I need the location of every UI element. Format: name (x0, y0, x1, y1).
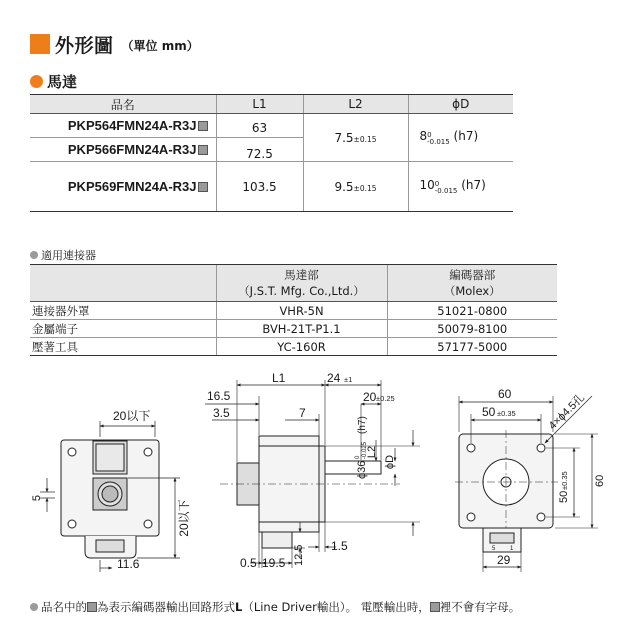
tol-lower: -0.015 (427, 138, 450, 146)
dim-phi36: ϕ36 (356, 460, 368, 479)
motor-connector: YC-160R (216, 338, 387, 356)
tol-upper: 0 (427, 131, 432, 139)
header-phid: ϕD (408, 95, 513, 114)
encoder-connector: 50079-8100 (387, 320, 557, 338)
dim-1-5: 1.5 (331, 539, 348, 553)
dim-l2: L2 (366, 445, 378, 459)
dim-front-50-tol: ±0.35 (497, 409, 516, 418)
dim-20: 20 (363, 390, 377, 404)
encoder-connector: 57177-5000 (387, 338, 557, 356)
phid-value: 8 (419, 129, 428, 143)
part-number: PKP566FMN24A-R3J (67, 142, 197, 157)
l1-cell: 72.5 (216, 138, 303, 162)
dim-12-5: 12.5 (293, 544, 305, 566)
footer-part-1: 品名中的 (41, 600, 87, 614)
dim-front-50: 50 (482, 405, 496, 419)
part-number: PKP564FMN24A-R3J (67, 118, 197, 133)
motor-part-maker: （J.S.T. Mfg. Co.,Ltd.） (238, 284, 365, 298)
l2-value: 9.5 (334, 179, 354, 194)
footer-note (30, 599, 520, 615)
l2-value: 7.5 (334, 130, 354, 145)
phid-fit: (h7) (453, 129, 479, 143)
pin-label-5: 5 (492, 546, 496, 552)
tol-upper: 0 (434, 180, 440, 188)
l2-tolerance: ±0.15 (353, 183, 377, 193)
dim-phi36-tol-lo: -0.025 (362, 441, 368, 459)
dim-left-right: 20以下 (177, 499, 191, 537)
front-view (455, 396, 598, 572)
dim-right-50: 50 (558, 490, 570, 503)
dim-20-tol: ±0.25 (376, 394, 395, 403)
connector-name: 壓著工具 (30, 338, 216, 356)
dim-phi36-fit: (h7) (357, 416, 368, 434)
dim-l1: L1 (272, 371, 286, 385)
dim-left-top: 20以下 (113, 409, 151, 423)
footer-part-3: L (235, 600, 243, 614)
dim-holes: 4×ϕ4.5孔 (546, 391, 587, 433)
dim-left-5: 5 (31, 494, 43, 502)
connector-section-title: 適用連接器 (41, 249, 96, 262)
header-part-name: 品名 (30, 95, 216, 114)
footer-part-4: （Line Driver輸出）。 電壓輸出時， (242, 600, 430, 614)
placeholder-box-icon (87, 602, 97, 612)
pin-label-1: 1 (510, 546, 514, 552)
dim-19-5: 19.5 (262, 556, 286, 570)
dim-7: 7 (299, 406, 306, 420)
tol-lower: -0.015 (434, 187, 458, 195)
connector-name: 連接器外罩 (30, 302, 216, 320)
motor-connector: VHR-5N (216, 302, 387, 320)
dim-24-tol: ±1 (344, 375, 353, 384)
title-text: 外形圖 (55, 34, 114, 57)
back-view (40, 421, 180, 572)
dim-front-60: 60 (498, 387, 512, 401)
encoder-connector: 51021-0800 (387, 302, 557, 320)
dim-phid: ϕD (384, 454, 396, 470)
dim-24: 24 (327, 371, 341, 385)
dim-0-5: 0.5 (240, 556, 257, 570)
l1-cell: 103.5 (216, 162, 303, 212)
motor-part-label: 馬達部 (284, 268, 319, 282)
phid-value: 10 (419, 178, 435, 192)
title-unit: （單位 mm） (121, 39, 199, 53)
dim-right-60: 60 (594, 474, 606, 487)
l2-tolerance: ±0.15 (353, 134, 377, 144)
side-view (205, 380, 420, 568)
header-l1: L1 (216, 95, 303, 114)
encoder-part-label: 編碼器部 (449, 268, 496, 282)
dim-front-29: 29 (497, 553, 511, 567)
connector-name: 金屬端子 (30, 320, 216, 338)
dim-phi36-tol-up: 0 (355, 455, 361, 459)
motor-connector: BVH-21T-P1.1 (216, 320, 387, 338)
motor-section-title: 馬達 (47, 73, 78, 91)
dim-right-50-tol: ±0.35 (560, 471, 569, 490)
encoder-part-maker: （Molex） (443, 284, 501, 298)
header-l2: L2 (303, 95, 408, 114)
placeholder-box-icon (430, 602, 440, 612)
footer-part-5: 裡不會有字母。 (439, 600, 521, 614)
phid-fit: (h7) (461, 178, 486, 192)
footer-part-2: 為表示編碼器輸出回路形式 (97, 600, 235, 614)
dim-3-5: 3.5 (213, 406, 230, 420)
dim-16-5: 16.5 (207, 389, 231, 403)
gray-dot-icon (30, 603, 38, 611)
dim-left-bottom: 11.6 (117, 557, 140, 571)
part-number: PKP569FMN24A-R3J (67, 179, 197, 194)
l1-cell: 63 (216, 114, 303, 138)
